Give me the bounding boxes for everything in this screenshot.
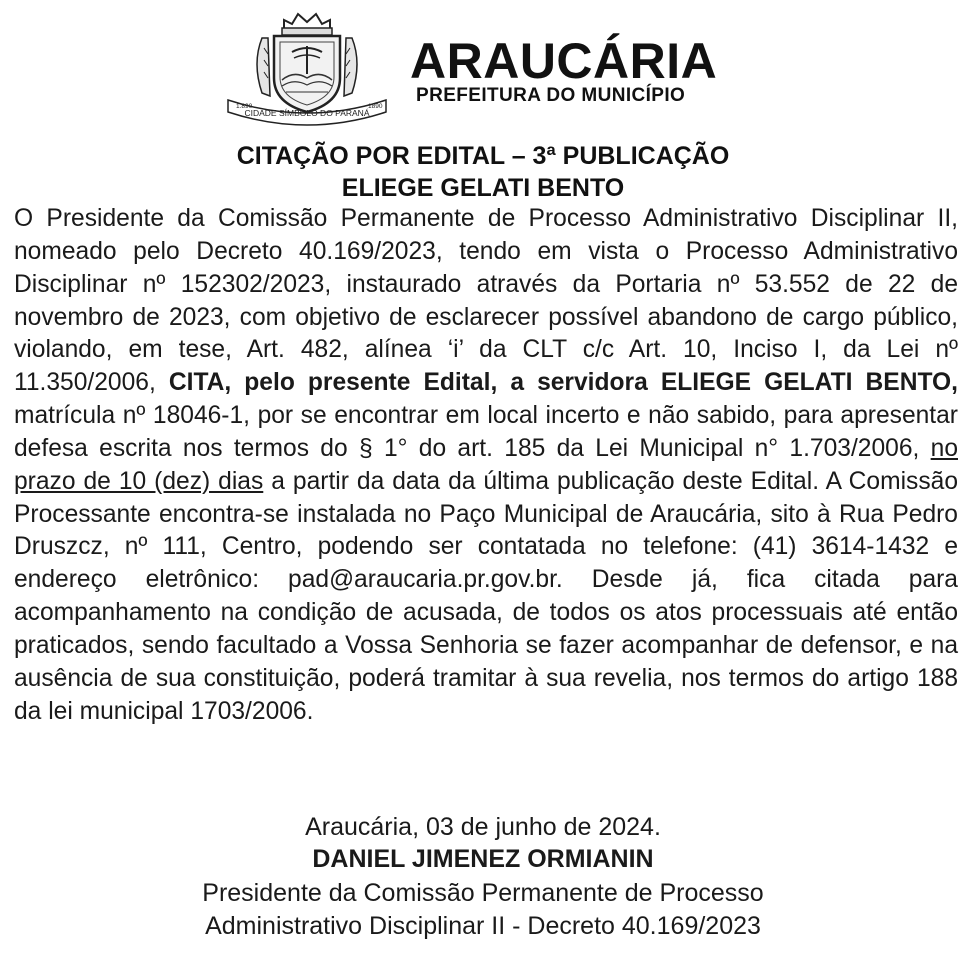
crest-year-left: 1.890 — [236, 103, 253, 110]
signatory-role-line1: Presidente da Comissão Permanente de Processo — [202, 879, 764, 907]
body-intro: O Presidente da Comissão Permanente de Processo Administrativo Disciplinar II, nomeado pelo Decreto 40.169/2023, tendo em vista o Processo Administrativo Disciplinar nº 152302/2023, instaurado através da Portaria nº 53.552 de 22 de novembro de 2023, com objetivo de esclarecer possível abandono de cargo público, violando, em tese, Art. 482, alínea ‘i’ da CLT c/c Art. 10, Inciso I, da Lei nº 11.350/2006, — [14, 205, 958, 397]
body-deadline-underlined: no prazo de 10 (dez) dias — [14, 434, 958, 495]
body-closing: a partir da data da última publicação deste Edital. A Comissão Processante encontra-se instalada no Paço Municipal de Araucária, sito à Rua Pedro Druszcz, nº 111, Centro, podendo ser contatada no telefone: (41) 3614-1432 e endereço eletrônico: pad@araucaria.pr.gov.br. Desde já, fica citada para acompanhamento na condição de acusada, de todos os atos processuais até então praticados, sendo facultado a Vossa Senhoria se fazer acompanhar de defensor, e na ausência de sua constituição, poderá tramitar à sua revelia, nos termos do artigo 188 da lei municipal 1703/2006. — [14, 467, 958, 725]
brand-subtitle: PREFEITURA DO MUNICÍPIO — [416, 85, 686, 106]
brand-block — [410, 33, 718, 106]
brand-name: ARAUCÁRIA — [410, 33, 718, 89]
body-middle: matrícula nº 18046-1, por se encontrar em local incerto e não sabido, para apresentar defesa escrita nos termos do § 1° do art. 185 da Lei Municipal n° 1.703/2006, — [14, 402, 958, 462]
crest-year-right: 1890 — [368, 103, 383, 110]
edital-title: CITAÇÃO POR EDITAL – 3ª PUBLICAÇÃO — [236, 142, 730, 170]
municipal-coat-of-arms — [222, 8, 392, 128]
body-citation-bold: CITA, pelo presente Edital, a servidora ELIEGE GELATI BENTO, — [168, 369, 958, 397]
cited-person-name: ELIEGE GELATI BENTO — [341, 174, 625, 202]
signatory-name: DANIEL JIMENEZ ORMIANIN — [312, 845, 654, 873]
edital-body — [14, 203, 958, 729]
place-date: Araucária, 03 de junho de 2024. — [305, 813, 661, 841]
crest-motto: CIDADE SÍMBOLO DO PARANÁ — [244, 108, 370, 118]
signatory-role-line2: Administrativo Disciplinar II - Decreto 40.169/2023 — [205, 912, 761, 940]
document-header — [0, 0, 966, 135]
